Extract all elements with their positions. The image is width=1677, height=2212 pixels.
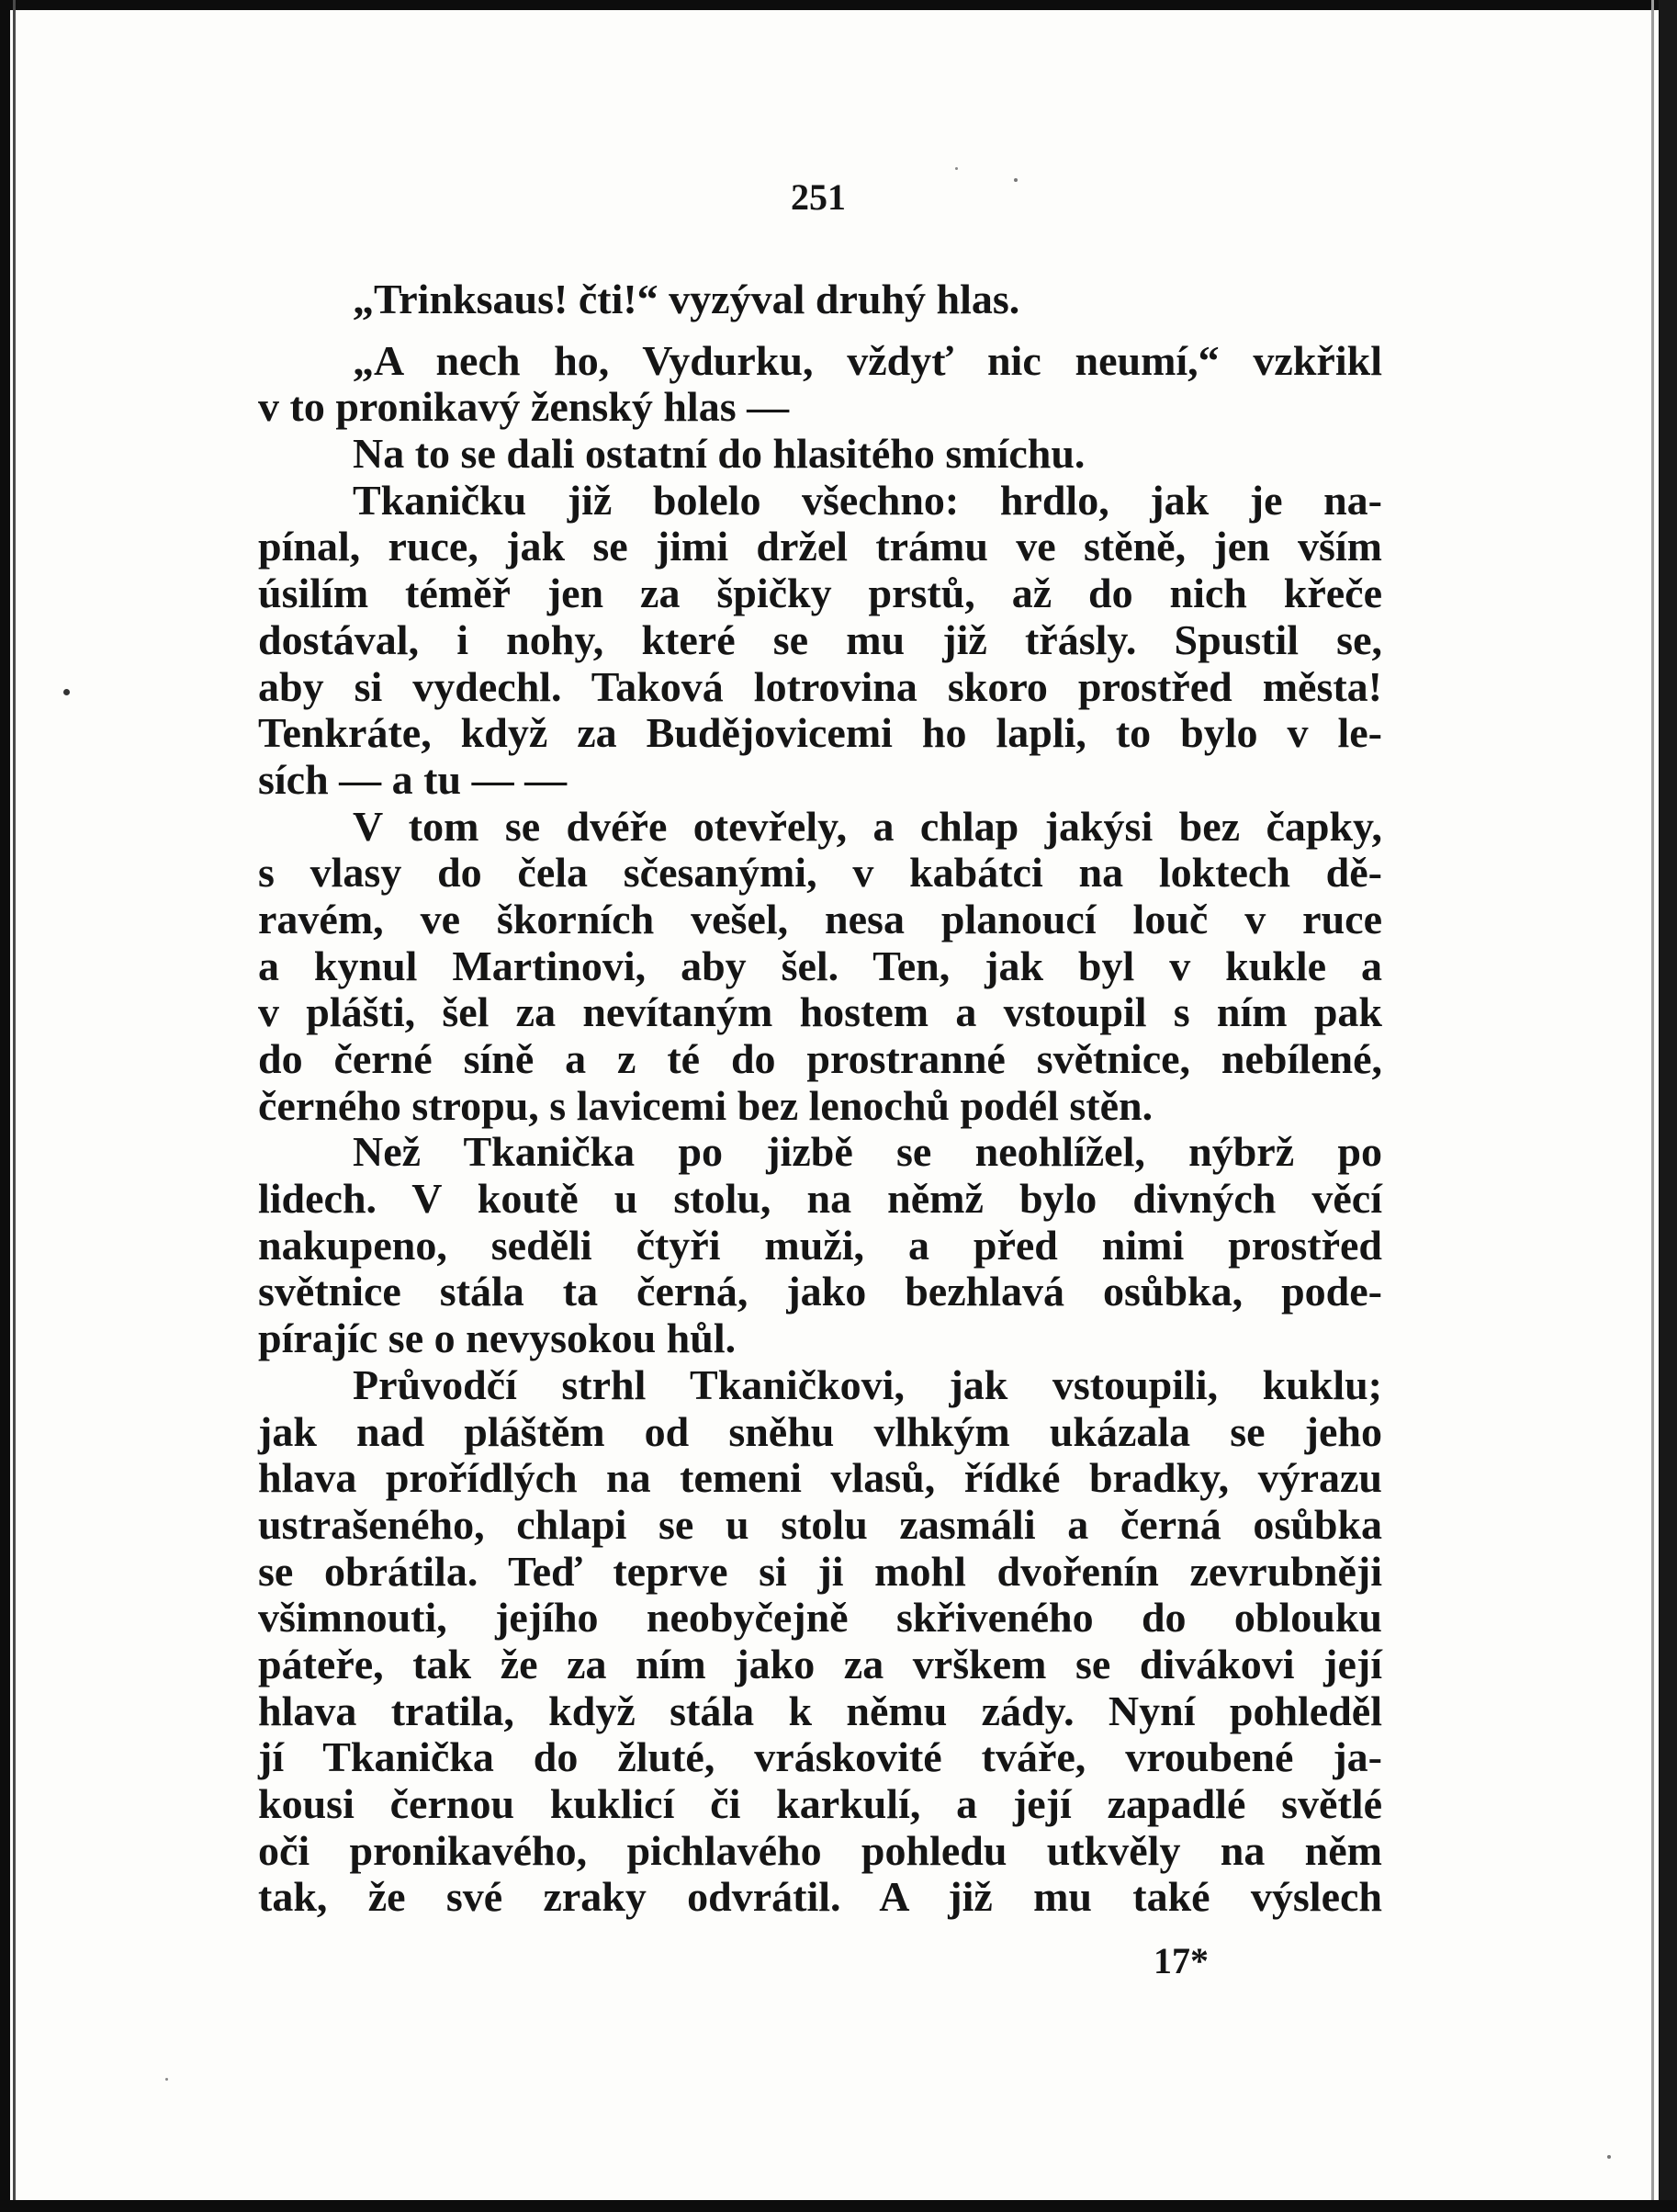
scan-edge-bottom [0,2200,1677,2212]
text-line: Než Tkanička po jizbě se neohlížel, nýbrž po [353,1128,1382,1176]
text-line: všimnouti, jejího neobyčejně skřiveného do oblouku [258,1594,1382,1642]
text-line: Průvodčí strhl Tkaničkovi, jak vstoupili, kuklu; [353,1360,1382,1408]
text-line: hlava tratila, když stála k němu zády. Nyní pohleděl [258,1687,1382,1734]
text-line: hlava prořídlých na temeni vlasů, řídké bradky, výrazu [258,1454,1382,1502]
scan-edge-left [0,0,10,2212]
text-line: do černé síně a z té do prostranné světnice, nebílené, [258,1035,1382,1082]
scan-edge-left-line [13,0,16,2212]
text-line: oči pronikavého, pichlavého pohledu utkvěly na něm [258,1826,1382,1874]
text-line: se obrátila. Teď teprve si ji mohl dvořenín zevrubněji [258,1547,1382,1595]
text-line: lidech. V koutě u stolu, na němž bylo divných věcí [258,1175,1382,1223]
text-line: v to pronikavý ženský hlas — [258,383,790,431]
text-line: nakupeno, seděli čtyři muži, a před nimi prostřed [258,1221,1382,1269]
scan-speck [1014,178,1018,182]
text-line: tak, že své zraky odvrátil. A již mu také výslech [258,1873,1382,1921]
text-line: černého stropu, s lavicemi bez lenochů podél stěn. [258,1081,1154,1129]
text-line: jí Tkanička do žluté, vráskovité tváře, vroubené ja- [258,1733,1382,1781]
scan-speck [63,689,70,695]
text-line: aby si vydechl. Taková lotrovina skoro prostřed města! [258,662,1382,710]
text-line: dostával, i nohy, které se mu již třásly. Spustil se, [258,615,1382,663]
text-line: „Trinksaus! čti!“ vyzýval druhý hlas. [353,276,1020,322]
text-line: sích — a tu — — [258,755,568,803]
text-line: Na to se dali ostatní do hlasitého smíchu. [353,430,1086,478]
text-line: „A nech ho, Vydurku, vždyť nic neumí,“ vzkřikl [353,336,1382,384]
text-line: Tenkráte, když za Budějovicemi ho lapli, to bylo v le- [258,709,1382,757]
text-line: v plášti, šel za nevítaným hostem a vstoupil s ním pak [258,988,1382,1036]
text-line: pínal, ruce, jak se jimi držel trámu ve stěně, jen vším [258,523,1382,570]
body-text [258,276,1382,1921]
scan-speck [165,2078,168,2081]
text-line: ravém, ve škorních vešel, nesa planoucí louč v ruce [258,895,1382,942]
text-line: světnice stála ta černá, jako bezhlavá osůbka, pode- [258,1268,1382,1315]
text-line: kousi černou kuklicí či karkulí, a její zapadlé světlé [258,1780,1382,1827]
text-line: s vlasy do čela sčesanými, v kabátci na loktech dě- [258,849,1382,897]
text-line: úsilím téměř jen za špičky prstů, až do nich křeče [258,570,1382,617]
text-line: jak nad pláštěm od sněhu vlhkým ukázala se jeho [258,1407,1382,1455]
scan-edge-right-line [1651,0,1654,2212]
signature-mark: 17* [1154,1940,1209,1981]
text-line: V tom se dvéře otevřely, a chlap jakýsi bez čapky, [353,802,1382,850]
scan-speck [1607,2155,1611,2159]
scan-speck [955,167,958,170]
scan-edge-top [0,0,1677,10]
page-number: 251 [791,176,846,218]
text-line: pírajíc se o nevysokou hůl. [258,1315,737,1362]
text-line: a kynul Martinovi, aby šel. Ten, jak byl v kukle a [258,942,1382,989]
text-line: páteře, tak že za ním jako za vrškem se divákovi její [258,1640,1382,1687]
text-line: Tkaničku již bolelo všechno: hrdlo, jak je na- [353,476,1382,524]
scan-edge-right [1659,0,1677,2212]
text-line: ustrašeného, chlapi se u stolu zasmáli a černá osůbka [258,1500,1382,1548]
